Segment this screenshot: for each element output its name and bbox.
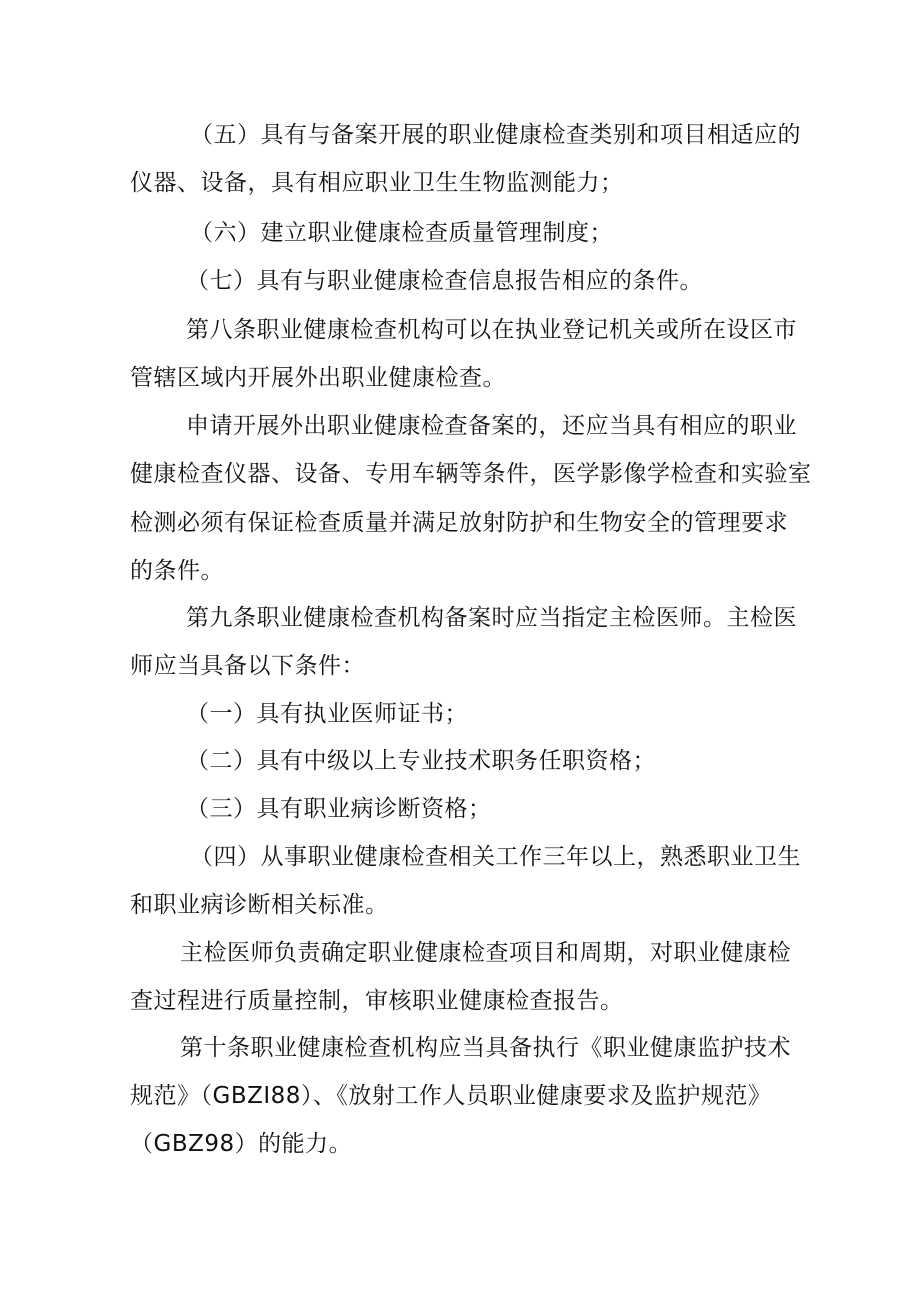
text-line-1: （五）具有与备案开展的职业健康检查类别和项目相适应的 [190, 122, 801, 148]
text-line-21: 规范》（GBZI88）、《放射工作人员职业健康要求及监护规范》 [130, 1083, 772, 1109]
text-line-10: 的条件。 [130, 558, 224, 584]
text-line-3: （六）建立职业健康检查质量管理制度； [190, 220, 613, 246]
text-line-8: 健康检查仪器、设备、专用车辆等条件，医学影像学检查和实验室 [130, 461, 812, 487]
text-line-13: （一）具有执业医师证书； [186, 701, 468, 727]
text-line-11: 第九条职业健康检查机构备案时应当指定主检医师。主检医 [186, 605, 797, 631]
text-line-6: 管辖区域内开展外出职业健康检查。 [130, 365, 506, 391]
text-line-22: （GBZ98）的能力。 [130, 1131, 353, 1157]
text-line-15: （三）具有职业病诊断资格； [186, 796, 492, 822]
text-line-12: 师应当具备以下条件： [130, 653, 365, 679]
text-line-18: 主检医师负责确定职业健康检查项目和周期，对职业健康检 [180, 940, 791, 966]
text-line-4: （七）具有与职业健康检查信息报告相应的条件。 [186, 268, 703, 294]
text-line-17: 和职业病诊断相关标准。 [130, 892, 389, 918]
text-line-2: 仪器、设备，具有相应职业卫生生物监测能力； [130, 170, 624, 196]
text-line-14: （二）具有中级以上专业技术职务任职资格； [186, 748, 656, 774]
text-line-16: （四）从事职业健康检查相关工作三年以上，熟悉职业卫生 [190, 844, 801, 870]
text-line-5: 第八条职业健康检查机构可以在执业登记机关或所在设区市 [186, 317, 797, 343]
text-line-7: 申请开展外出职业健康检查备案的，还应当具有相应的职业 [186, 413, 797, 439]
text-line-19: 查过程进行质量控制，审核职业健康检查报告。 [130, 988, 624, 1014]
text-line-20: 第十条职业健康检查机构应当具备执行《职业健康监护技术 [180, 1035, 791, 1061]
text-line-9: 检测必须有保证检查质量并满足放射防护和生物安全的管理要求 [130, 510, 788, 536]
